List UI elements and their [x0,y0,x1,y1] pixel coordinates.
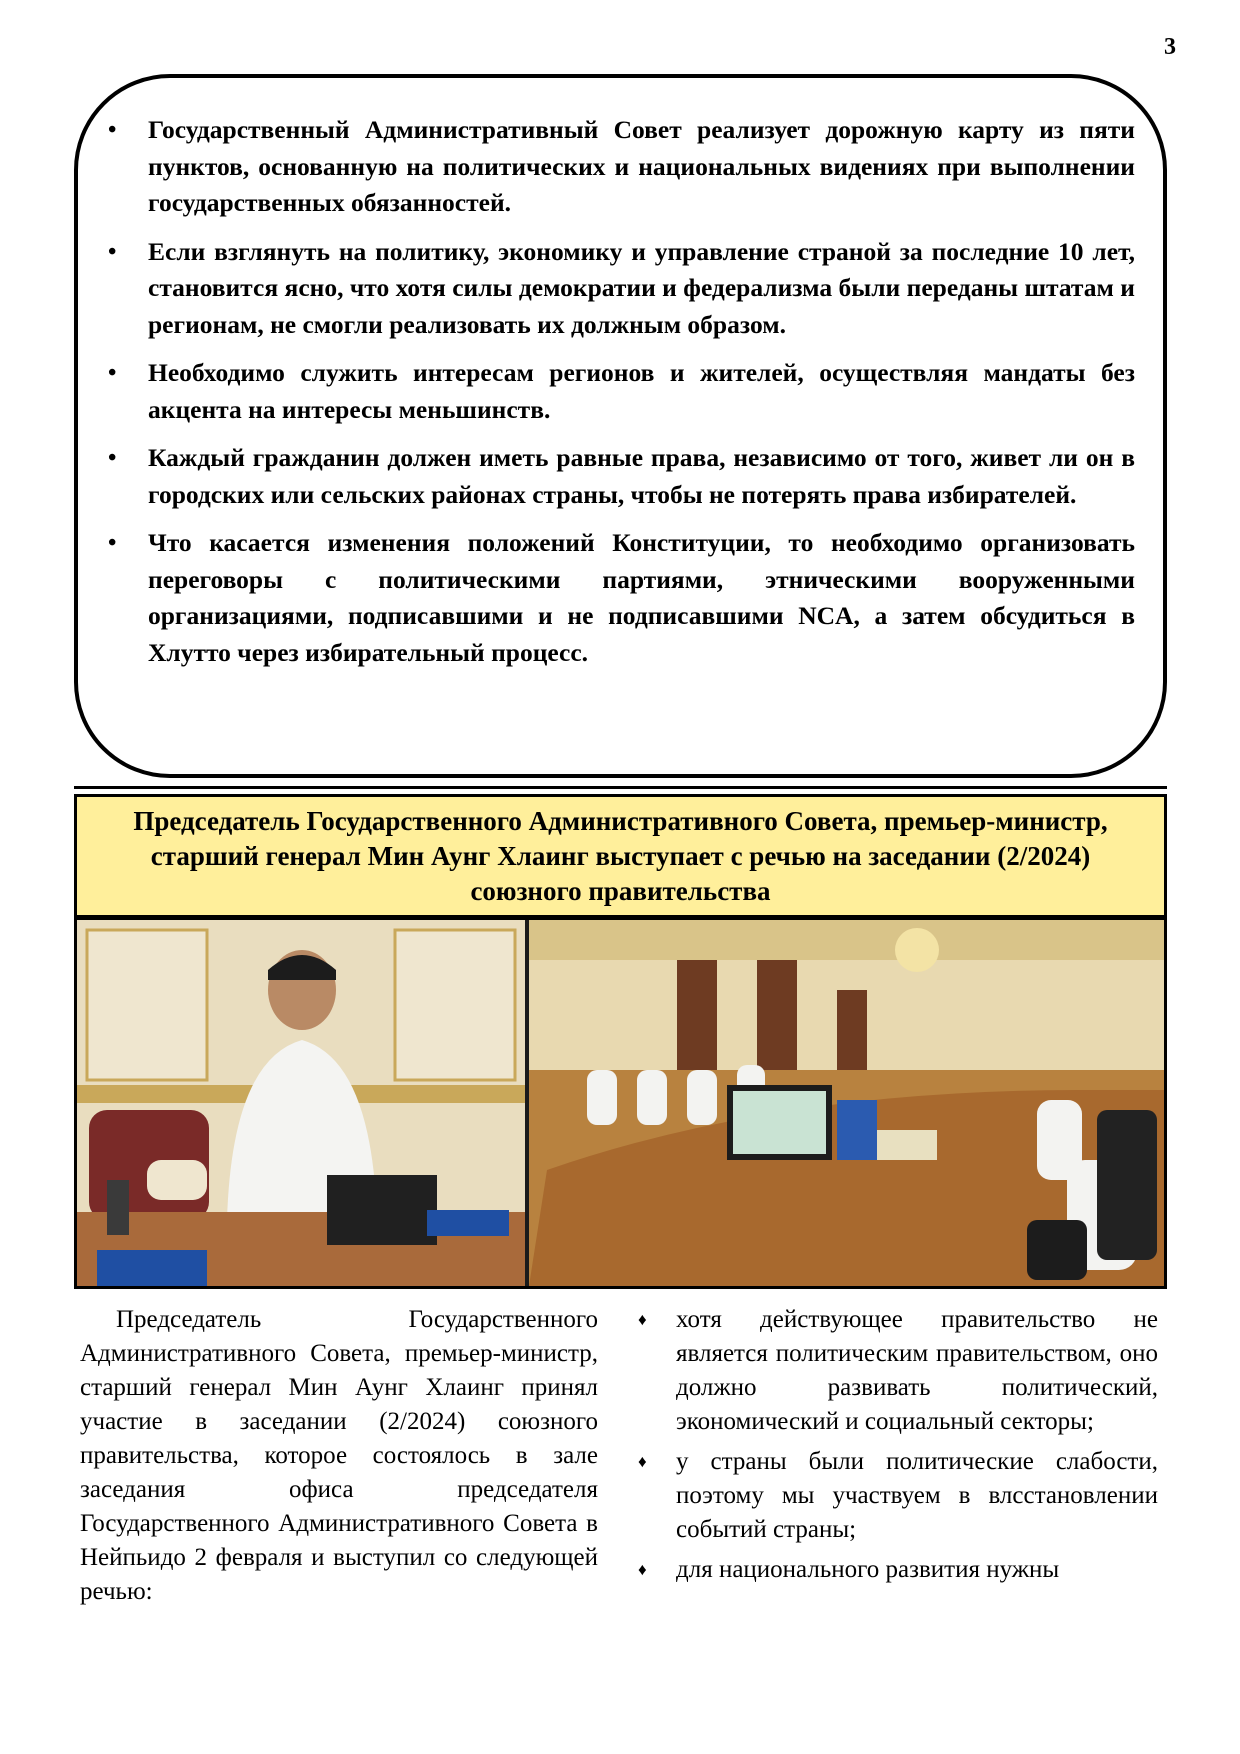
meeting-photos [77,920,1164,1286]
cabinet-meeting-photo [529,920,1164,1286]
body-column-right [676,1303,1158,1593]
summary-point: • Необходимо служить интересам регионов и жителей, осуществляя мандаты без акцента на интересы меньшинств. [148,355,1135,428]
photo-strip [74,917,1167,1289]
body-paragraph: Председатель Государственного Административного Совета, премьер-министр, старший генерал Мин Аунг Хлаинг принял участие в заседании (2/2024) союзного правительства, которое состоялось в зале заседания офиса председателя Государственного Административного Совета в Нейпьидо 2 февраля и выступил со следующей речью: [80,1306,598,1605]
article-headline: Председатель Государственного Административного Совета, премьер-министр, старший генерал Мин Аунг Хлаинг выступает с речью на заседании (2/2024) союзного правительства [133,805,1108,906]
summary-list [148,112,1135,683]
speech-points-list [676,1303,1158,1587]
body-column-left [80,1303,598,1609]
summary-point: • Если взглянуть на политику, экономику и управление страной за последние 10 лет, становится ясно, что хотя силы демократии и федерализма были переданы штатам и регионам, не смогли реализовать их должным образом. [148,234,1135,344]
speech-point: ♦ у страны были политические слабости, поэтому мы участвуем в влсстановлении событий страны; [676,1445,1158,1547]
speaker-photo [77,920,525,1286]
speech-point: ♦ для национального развития нужны [676,1553,1158,1587]
separator-line [74,786,1167,789]
page-number: 3 [1164,34,1176,60]
headline-banner [74,794,1167,918]
summary-point: • Государственный Административный Совет реализует дорожную карту из пяти пунктов, основанную на политических и национальных видениях при выполнении государственных обязанностей. [148,112,1135,222]
summary-point: • Каждый гражданин должен иметь равные права, независимо от того, живет ли он в городских или сельских районах страны, чтобы не потерять права избирателей. [148,440,1135,513]
speech-point: ♦ хотя действующее правительство не является политическим правительством, оно должно развивать политический, экономический и социальный секторы; [676,1303,1158,1439]
summary-point: • Что касается изменения положений Конституции, то необходимо организовать переговоры с политическими партиями, этническими вооруженными организациями, подписавшими и не подписавшими NCA, а затем обсудиться в Хлутто через избирательный процесс. [148,525,1135,671]
